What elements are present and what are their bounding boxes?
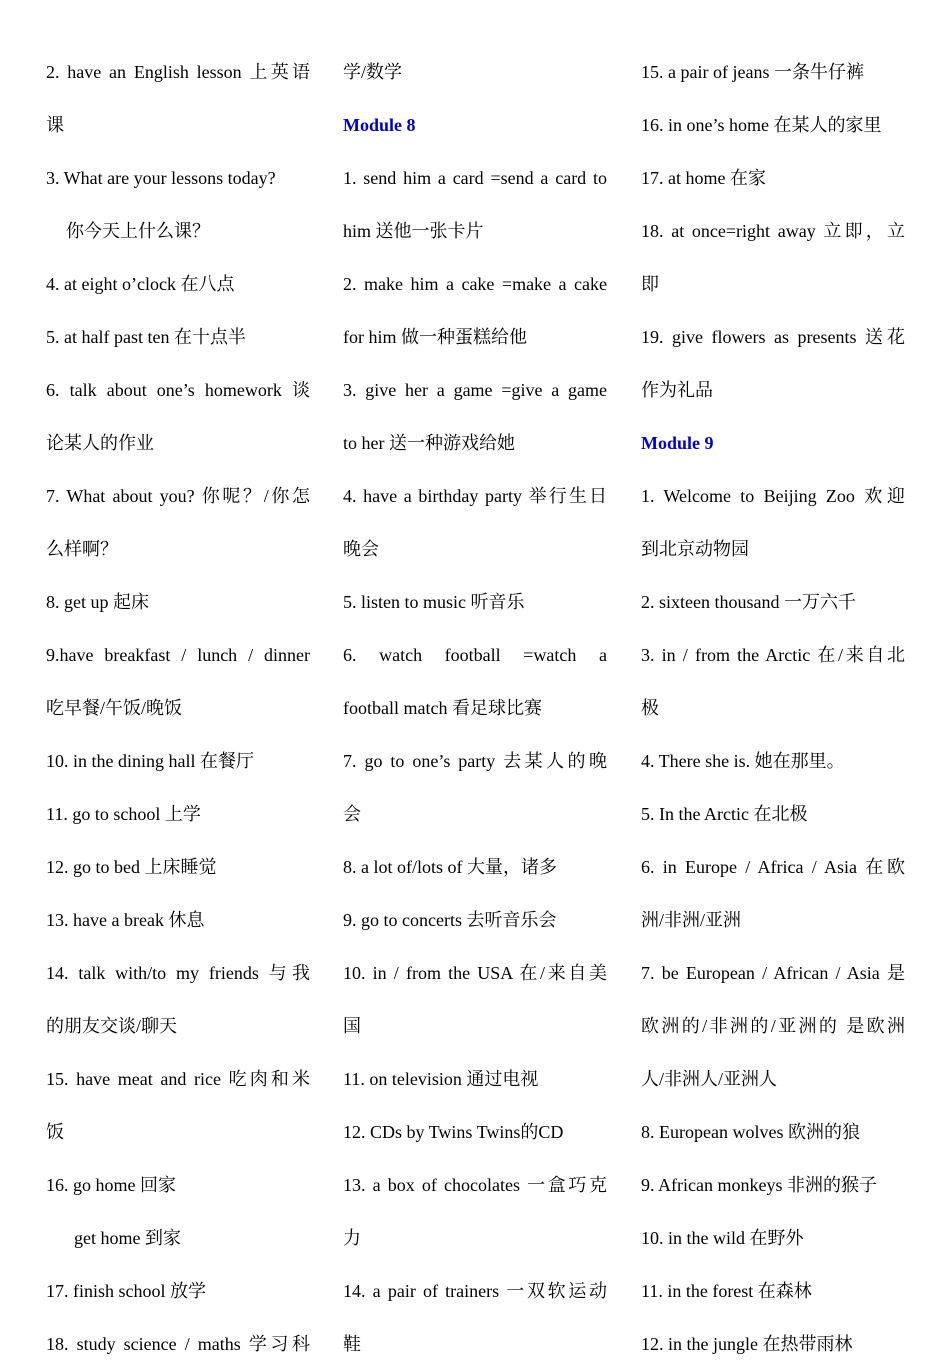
text-line: football match 看足球比赛	[343, 698, 542, 718]
text-line: 到北京动物园	[641, 539, 749, 559]
text-line: 国	[343, 1016, 361, 1036]
text-line: 会	[343, 804, 361, 824]
text-line: 6. talk about one’s homework 谈	[46, 380, 310, 400]
text-line: 8. a lot of/lots of 大量，诸多	[343, 857, 557, 877]
text-line: 即	[641, 274, 659, 294]
text-line: 9. African monkeys 非洲的猴子	[641, 1175, 877, 1195]
text-line: 13. a box of chocolates 一盒巧克	[343, 1175, 607, 1195]
text-line: to her 送一种游戏给她	[343, 433, 515, 453]
text-line: 作为礼品	[641, 380, 713, 400]
text-line: 5. listen to music 听音乐	[343, 592, 525, 612]
text-line: 15. a pair of jeans 一条牛仔裤	[641, 62, 864, 82]
text-line: 16. in one’s home 在某人的家里	[641, 115, 882, 135]
text-line: 12. CDs by Twins Twins的CD	[343, 1122, 564, 1142]
text-line: 10. in / from the USA 在/来自美	[343, 963, 607, 983]
text-line: 极	[641, 698, 659, 718]
section-heading: Module 9	[641, 433, 714, 453]
text-line: 2. make him a cake =make a cake	[343, 274, 607, 294]
text-line: 9.have breakfast / lunch / dinner	[46, 645, 310, 665]
text-line: 4. at eight o’clock 在八点	[46, 274, 235, 294]
text-line: 人/非洲人/亚洲人	[641, 1069, 778, 1089]
text-line: 10. in the wild 在野外	[641, 1228, 804, 1248]
text-line: 2. sixteen thousand 一万六千	[641, 592, 856, 612]
text-line: 1. Welcome to Beijing Zoo 欢迎	[641, 486, 905, 506]
text-line: 11. in the forest 在森林	[641, 1281, 812, 1301]
text-line: 论某人的作业	[46, 433, 154, 453]
section-heading: Module 8	[343, 115, 416, 135]
text-line: 么样啊？	[46, 539, 118, 559]
text-line: 洲/非洲/亚洲	[641, 910, 742, 930]
text-line: 9. go to concerts 去听音乐会	[343, 910, 557, 930]
column-left	[46, 46, 310, 1371]
text-line: 10. in the dining hall 在餐厅	[46, 751, 254, 771]
text-line: 15. have meat and rice 吃肉和米	[46, 1069, 310, 1089]
text-line: 16. go home 回家	[46, 1175, 176, 1195]
text-line: 11. on television 通过电视	[343, 1069, 539, 1089]
text-line: for him 做一种蛋糕给他	[343, 327, 527, 347]
text-line: 课	[46, 115, 64, 135]
text-line: 4. have a birthday party 举行生日	[343, 486, 607, 506]
text-line: 晚会	[343, 539, 379, 559]
text-line: 12. go to bed 上床睡觉	[46, 857, 217, 877]
text-line: 1. send him a card =send a card to	[343, 168, 607, 188]
text-line: 7. What about you? 你呢？/你怎	[46, 486, 310, 506]
column-right	[641, 46, 905, 1371]
text-line: 5. at half past ten 在十点半	[46, 327, 246, 347]
text-line: 19. give flowers as presents 送花	[641, 327, 905, 347]
text-line: 的朋友交谈/聊天	[46, 1016, 178, 1036]
text-line: 鞋	[343, 1334, 361, 1354]
text-line: 饭	[46, 1122, 64, 1142]
text-line: 6. in Europe / Africa / Asia 在欧	[641, 857, 905, 877]
text-line: 5. In the Arctic 在北极	[641, 804, 808, 824]
text-line: 8. get up 起床	[46, 592, 149, 612]
text-line: 7. be European / African / Asia 是	[641, 963, 905, 983]
text-line: 18. at once=right away 立即，立	[641, 221, 905, 241]
text-line: 12. in the jungle 在热带雨林	[641, 1334, 853, 1354]
text-line: 6. watch football =watch a	[343, 645, 607, 665]
text-line: 力	[343, 1228, 361, 1248]
text-line: him 送他一张卡片	[343, 221, 484, 241]
text-line: get home 到家	[74, 1228, 181, 1248]
text-line: 2. have an English lesson 上英语	[46, 62, 310, 82]
text-line: 学/数学	[343, 62, 403, 82]
text-line: 7. go to one’s party 去某人的晚	[343, 751, 607, 771]
text-line: 17. at home 在家	[641, 168, 766, 188]
text-line: 17. finish school 放学	[46, 1281, 206, 1301]
text-line: 18. study science / maths 学习科	[46, 1334, 310, 1354]
text-line: 3. in / from the Arctic 在/来自北	[641, 645, 905, 665]
text-line: 欧洲的/非洲的/亚洲的 是欧洲	[641, 1016, 905, 1036]
column-middle	[343, 46, 607, 1371]
text-line: 13. have a break 休息	[46, 910, 205, 930]
text-line: 你今天上什么课？	[66, 221, 210, 241]
text-line: 14. talk with/to my friends 与我	[46, 963, 310, 983]
text-line: 11. go to school 上学	[46, 804, 201, 824]
text-line: 8. European wolves 欧洲的狼	[641, 1122, 860, 1142]
text-line: 吃早餐/午饭/晚饭	[46, 698, 183, 718]
text-line: 3. What are your lessons today?	[46, 168, 276, 188]
text-line: 4. There she is. 她在那里。	[641, 751, 845, 771]
text-line: 14. a pair of trainers 一双软运动	[343, 1281, 607, 1301]
text-line: 3. give her a game =give a game	[343, 380, 607, 400]
